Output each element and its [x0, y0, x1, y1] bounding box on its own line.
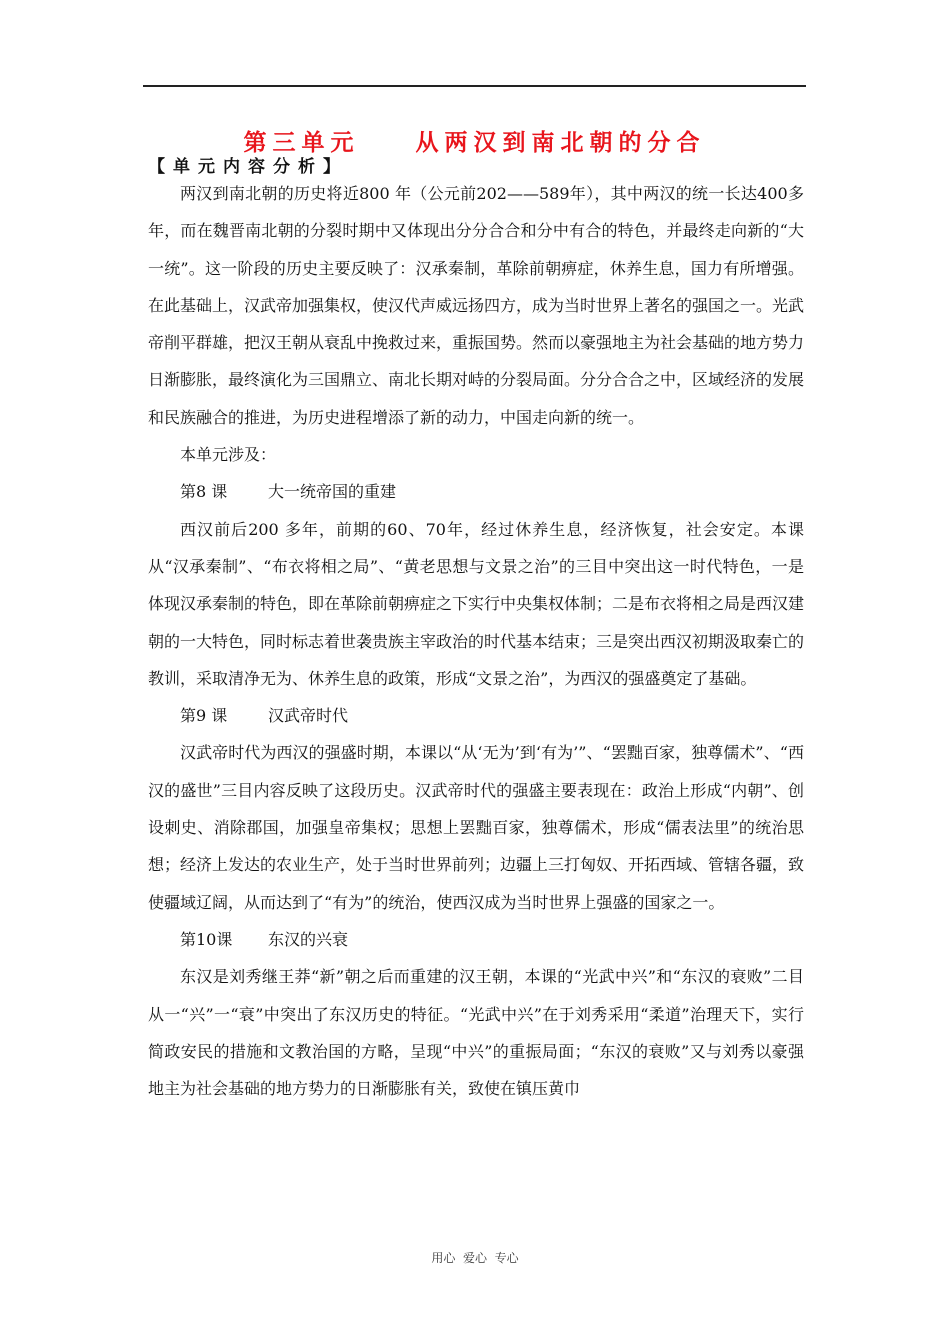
lesson-heading: 第8 课 大一统帝国的重建	[180, 482, 396, 502]
section-heading: 【单元内容分析】	[148, 157, 348, 177]
lesson-heading: 第10课 东汉的兴衰	[180, 929, 348, 949]
header-rule	[143, 85, 806, 87]
document-body	[148, 175, 804, 1107]
page-footer: 用心 爱心 专心	[431, 1251, 519, 1265]
lesson-heading: 第9 课 汉武帝时代	[180, 706, 348, 726]
lesson-paragraph: 汉武帝时代为西汉的强盛时期，本课以“从‘无为’到‘有为’”、“罢黜百家，独尊儒术”、“西汉的盛世”三目内容反映了这段历史。汉武帝时代的强盛主要表现在：政治上形成“内朝”、创设刺史、消除郡国，加强皇帝集权；思想上罢黜百家，独尊儒术，形成“儒表法里”的统治思想；经济上发达的农业生产，处于当时世界前列；边疆上三打匈奴、开拓西域、管辖各疆，致使疆域辽阔，从而达到了“有为”的统治，使西汉成为当时世界上强盛的国家之一。	[148, 743, 805, 912]
lesson-paragraph: 西汉前后200 多年，前期的60、70年，经过休养生息，经济恢复，社会安定。本课从“汉承秦制”、“布衣将相之局”、“黄老思想与文景之治”的三目中突出这一时代特色，一是体现汉承秦制的特色，即在革除前朝痹症之下实行中央集权体制；二是布衣将相之局是西汉建朝的一大特色，同时标志着世袭贵族主宰政治的时代基本结束；三是突出西汉初期汲取秦亡的教训，采取清净无为、休养生息的政策，形成“文景之治”，为西汉的强盛奠定了基础。	[148, 519, 805, 688]
lesson-paragraph: 东汉是刘秀继王莽“新”朝之后而重建的汉王朝，本课的“光武中兴”和“东汉的衰败”二目从一“兴”一“衰”中突出了东汉历史的特征。“光武中兴”在于刘秀采用“柔道”治理天下，实行简政安民的措施和文教治国的方略，呈现“中兴”的重振局面；“东汉的衰败”又与刘秀以豪强地主为社会基础的地方势力的日渐膨胀有关，致使在镇压黄巾	[148, 967, 804, 1099]
intro-paragraph: 两汉到南北朝的历史将近800 年（公元前202——589年），其中两汉的统一长达400多年，而在魏晋南北朝的分裂时期中又体现出分分合合和分中有合的特色，并最终走向新的“大一统”。这一阶段的历史主要反映了：汉承秦制，革除前朝痹症，休养生息，国力有所增强。在此基础上，汉武帝加强集权，使汉代声威远扬四方，成为当时世界上著名的强国之一。光武帝削平群雄，把汉王朝从衰乱中挽救过来，重振国势。然而以豪强地主为社会基础的地方势力日渐膨胀，最终演化为三国鼎立、南北长期对峙的分裂局面。分分合合之中，区域经济的发展和民族融合的推进，为历史进程增添了新的动力，中国走向新的统一。	[148, 184, 805, 427]
scope-label: 本单元涉及：	[180, 445, 277, 465]
unit-title: 第三单元 从两汉到南北朝的分合	[243, 130, 706, 156]
